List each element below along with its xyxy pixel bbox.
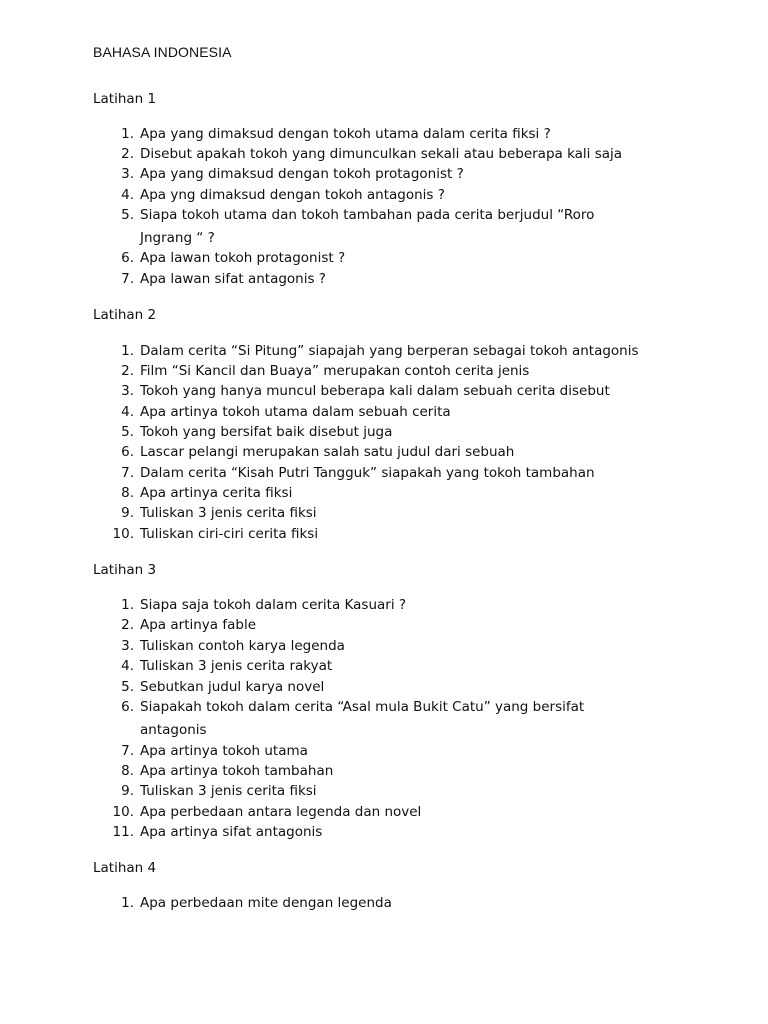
list-item-text: Tuliskan 3 jenis cerita fiksi (140, 505, 317, 521)
list-item-text: Apa artinya fable (140, 617, 256, 633)
list-item-number: 1. (121, 895, 134, 911)
list-item-number: 4. (121, 404, 134, 420)
list-item-text: Tokoh yang bersifat baik disebut juga (140, 424, 393, 440)
list-item-number: 1. (121, 343, 134, 359)
list-item-text: Siapakah tokoh dalam cerita “Asal mula Bukit Catu” yang bersifat antagonis (140, 699, 585, 738)
list-item-text: Tuliskan contoh karya legenda (140, 638, 345, 654)
list-item-number: 11. (112, 824, 134, 840)
list-item-number: 8. (121, 763, 134, 779)
list-item-number: 7. (121, 271, 134, 287)
list-item-number: 3. (121, 166, 134, 182)
list-item-text: Apa artinya tokoh utama (140, 743, 308, 759)
list-item-text: Apa perbedaan antara legenda dan novel (140, 804, 422, 820)
list-item-number: 7. (121, 743, 134, 759)
list-item-number: 5. (121, 207, 134, 223)
list-item-text: Apa yng dimaksud dengan tokoh antagonis ? (140, 187, 445, 203)
list-item-number: 6. (121, 250, 134, 266)
list-item-text: Lascar pelangi merupakan salah satu judul dari sebuah (140, 444, 515, 460)
list-item-text: Apa lawan tokoh protagonist ? (140, 250, 346, 266)
section-heading-latihan-1: Latihan 1 (93, 91, 157, 107)
list-item-number: 5. (121, 424, 134, 440)
list-item-number: 3. (121, 383, 134, 399)
list-item-text: Sebutkan judul karya novel (140, 679, 325, 695)
list-item-text: Apa perbedaan mite dengan legenda (140, 895, 392, 911)
list-item-text: Apa lawan sifat antagonis ? (140, 271, 326, 287)
list-item-text: Dalam cerita “Si Pitung” siapajah yang berperan sebagai tokoh antagonis (140, 343, 639, 359)
section-heading-latihan-3: Latihan 3 (93, 562, 157, 578)
list-item-number: 8. (121, 485, 134, 501)
list-item-text: Disebut apakah tokoh yang dimunculkan sekali atau beberapa kali saja (140, 146, 623, 162)
list-item-text: Dalam cerita “Kisah Putri Tangguk” siapakah yang tokoh tambahan (140, 465, 595, 481)
document-title: BAHASA INDONESIA (93, 44, 232, 60)
list-item-text: Tuliskan 3 jenis cerita rakyat (140, 658, 333, 674)
list-item-number: 5. (121, 679, 134, 695)
list-item-number: 2. (121, 617, 134, 633)
list-item-number: 2. (121, 146, 134, 162)
list-item-text: Tuliskan 3 jenis cerita fiksi (140, 783, 317, 799)
list-item-number: 9. (121, 783, 134, 799)
list-item-text: Apa yang dimaksud dengan tokoh utama dalam cerita fiksi ? (140, 126, 551, 142)
list-item-number: 10. (112, 526, 134, 542)
list-item-number: 2. (121, 363, 134, 379)
list-item-text: Apa yang dimaksud dengan tokoh protagonist ? (140, 166, 464, 182)
list-item-text: Tuliskan ciri-ciri cerita fiksi (140, 526, 319, 542)
list-item-text: Apa artinya tokoh tambahan (140, 763, 334, 779)
list-item-number: 10. (112, 804, 134, 820)
section-heading-latihan-4: Latihan 4 (93, 860, 157, 876)
list-item-text: Siapa saja tokoh dalam cerita Kasuari ? (140, 597, 407, 613)
list-item-text: Apa artinya sifat antagonis (140, 824, 323, 840)
list-item-text: Siapa tokoh utama dan tokoh tambahan pada cerita berjudul “Roro Jngrang “ ? (140, 207, 595, 246)
list-item-text: Apa artinya tokoh utama dalam sebuah cerita (140, 404, 451, 420)
list-item-number: 4. (121, 187, 134, 203)
list-item-number: 4. (121, 658, 134, 674)
list-item-number: 1. (121, 126, 134, 142)
list-item-text: Apa artinya cerita fiksi (140, 485, 293, 501)
list-item-number: 6. (121, 444, 134, 460)
list-item-number: 9. (121, 505, 134, 521)
list-item-number: 1. (121, 597, 134, 613)
section-heading-latihan-2: Latihan 2 (93, 307, 157, 323)
list-item-text: Tokoh yang hanya muncul beberapa kali dalam sebuah cerita disebut (140, 383, 610, 399)
list-item-text: Film “Si Kancil dan Buaya” merupakan contoh cerita jenis (140, 363, 530, 379)
list-item-number: 3. (121, 638, 134, 654)
list-item-number: 6. (121, 699, 134, 715)
list-item-number: 7. (121, 465, 134, 481)
